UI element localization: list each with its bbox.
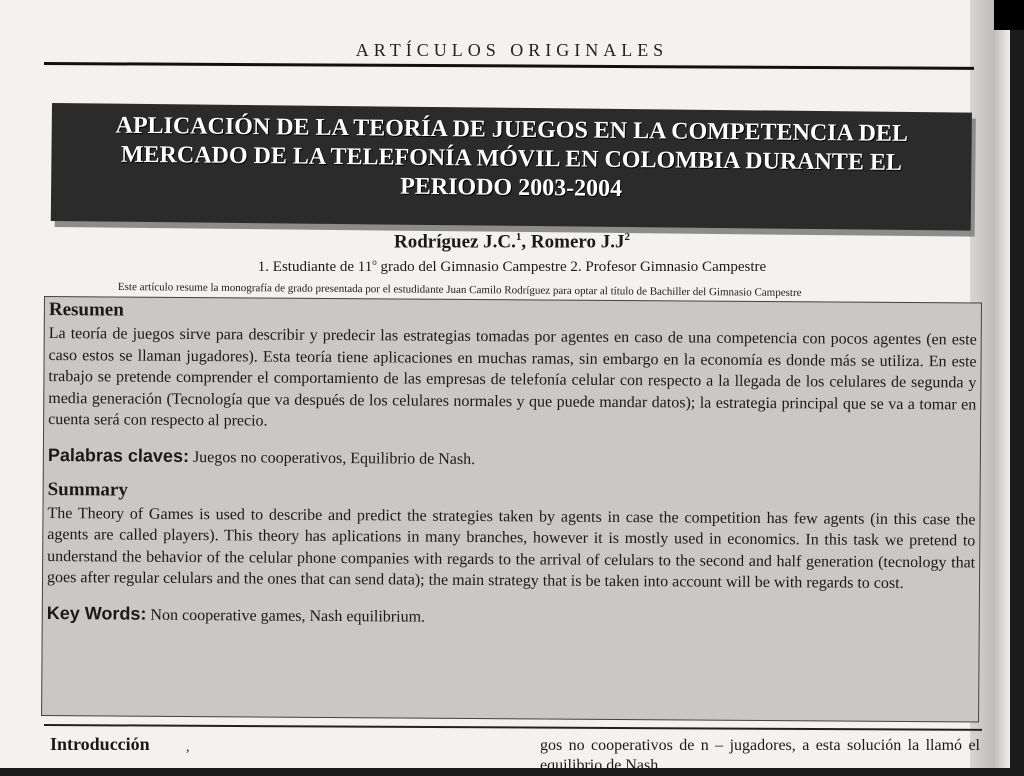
resumen-heading: Resumen bbox=[48, 299, 124, 321]
abstract-rule bbox=[44, 724, 982, 731]
resumen-body: La teoría de juegos sirve para describir y predecir las estrategias tomadas por agentes en caso de una competencia con pocos agentes (en este caso estos se llaman jugadores). Esta teoría tiene aplicaciones en muchas ramas, sin embargo en la economía es donde más se utiliza. En este trabajo se pretende comprender el comportamiento de las empresas de telefonía celular con respecto a la llegada de los celulares de segunda y media generación (Tecnología que va después de los celulares normales y que puede mandar datos); la estrategia principal que se va a tomar en cuenta será con respecto al precio. bbox=[48, 325, 977, 430]
author-2: Romero J.J bbox=[530, 231, 625, 253]
title-line-2: MERCADO DE LA TELEFONÍA MÓVIL EN COLOMBIA DURANTE EL bbox=[120, 141, 903, 176]
palabras-label: Palabras claves: bbox=[47, 444, 190, 466]
affiliation-sup: o bbox=[372, 257, 377, 267]
author-1: Rodríguez J.C. bbox=[394, 231, 516, 253]
author-1-sup: 1 bbox=[515, 231, 522, 243]
article-title bbox=[51, 103, 972, 208]
summary-body: The Theory of Games is used to describe and predict the strategies taken by agents in case the competition has few agents (in this case the agents are called players). This theory has aplications in many branches, however it is mostly used in economics. In this task we pretend to understand the behavior of the celular phone companies with regards to the arrival of celulars to the second and half generation (tecnology that goes after regular celulars and the ones that can send data); the main strategy that is be taken into account will be with regards to cost. bbox=[46, 504, 976, 593]
title-line-1: APLICACIÓN DE LA TEORÍA DE JUEGOS EN LA COMPETENCIA DEL bbox=[115, 112, 909, 147]
column-2-text: gos no cooperativos de n – jugadores, a esta solución la llamó el equilibrio de Nash. bbox=[540, 737, 980, 774]
background-corner bbox=[994, 0, 1024, 30]
section-header: ARTÍCULOS ORIGINALES bbox=[355, 40, 669, 60]
palabras-value: Juegos no cooperativos, Equilibrio de Nash. bbox=[188, 448, 476, 468]
intro-mark: , bbox=[186, 740, 190, 755]
affiliation-2: grado del Gimnasio Campestre 2. Profesor Gimnasio Campestre bbox=[376, 259, 767, 275]
authors bbox=[0, 231, 1024, 253]
article-note: Este artículo resume la monografía de grado presentada por el estudidante Juan Camilo Rodríguez para optar al título de Bachiller del Gimnasio Campestre bbox=[117, 281, 802, 299]
affiliation-1: 1. Estudiante de 11 bbox=[257, 259, 373, 275]
intro-heading: Introducción bbox=[50, 734, 150, 754]
keywords-value: Non cooperative games, Nash equilibrium. bbox=[146, 606, 426, 626]
keywords-label: Key Words: bbox=[46, 602, 147, 624]
affiliations bbox=[0, 257, 1024, 276]
header-rule bbox=[44, 62, 974, 70]
abstract-box bbox=[41, 296, 982, 723]
key-words bbox=[47, 603, 975, 631]
title-banner bbox=[51, 103, 972, 231]
summary-heading: Summary bbox=[47, 478, 128, 501]
title-line-3: PERIODO 2003-2004 bbox=[400, 173, 623, 202]
author-2-sup: 2 bbox=[624, 231, 630, 243]
author-separator: , bbox=[521, 231, 531, 253]
